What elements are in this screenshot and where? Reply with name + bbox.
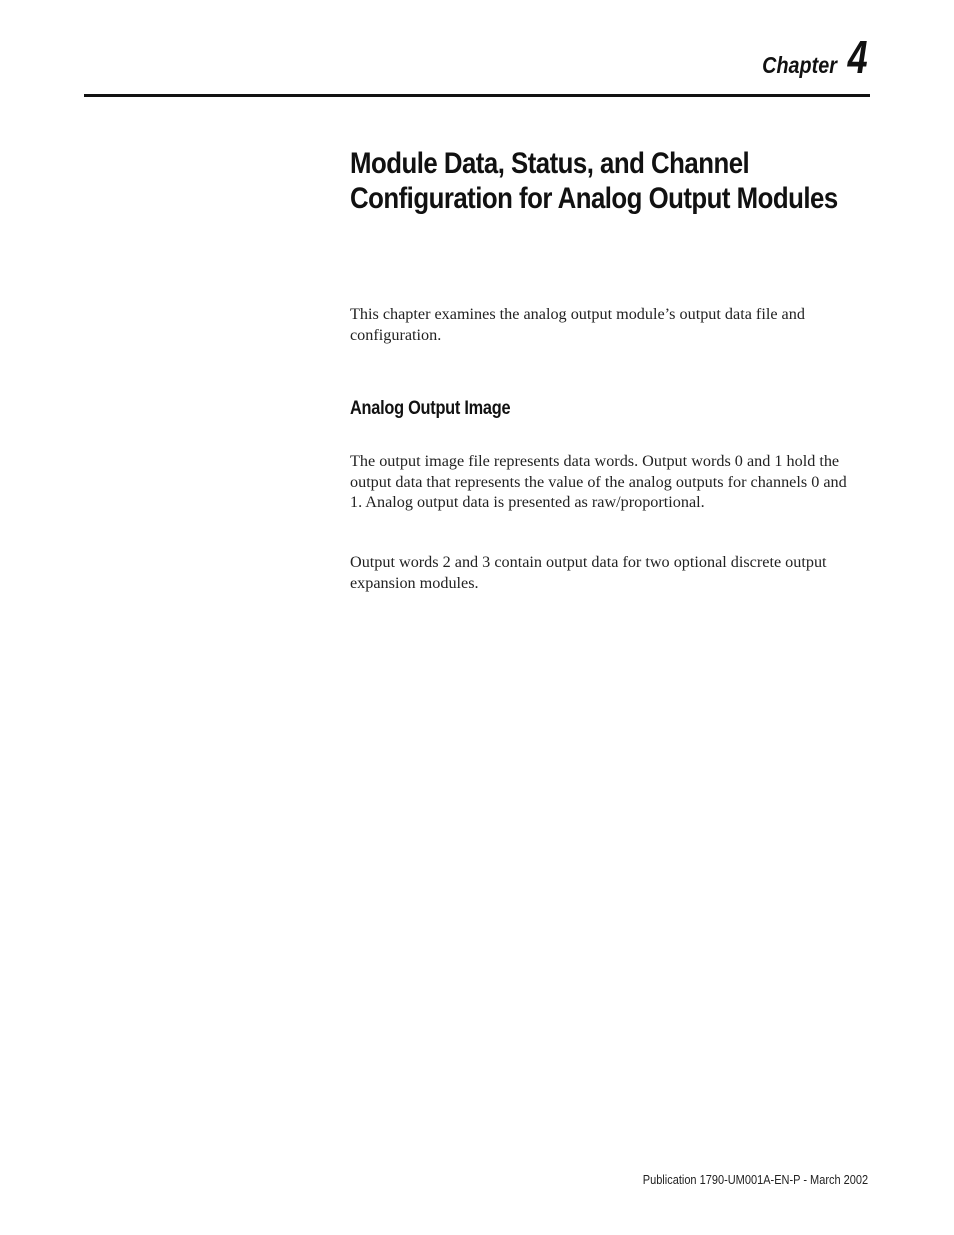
section-paragraph-1: The output image file represents data words. Output words 0 and 1 hold the output data that represents the value of the analog outputs for channels 0 and 1. Analog output data is presented as raw/proportional. <box>350 452 847 511</box>
chapter-header <box>750 31 869 83</box>
chapter-label: Chapter <box>761 52 837 78</box>
section-paragraph-2: Output words 2 and 3 contain output data for two optional discrete output expansion modules. <box>350 553 827 592</box>
section-heading: Analog Output Image <box>350 398 511 419</box>
chapter-number: 4 <box>848 31 868 83</box>
chapter-title <box>350 146 838 216</box>
publication-footer: Publication 1790-UM001A-EN-P - March 2002 <box>642 1173 868 1187</box>
intro-paragraph: This chapter examines the analog output module’s output data file and configuration. <box>350 305 805 344</box>
chapter-title-line-1: Module Data, Status, and Channel <box>350 147 750 180</box>
header-rule <box>84 94 870 97</box>
chapter-title-line-2: Configuration for Analog Output Modules <box>350 182 838 215</box>
